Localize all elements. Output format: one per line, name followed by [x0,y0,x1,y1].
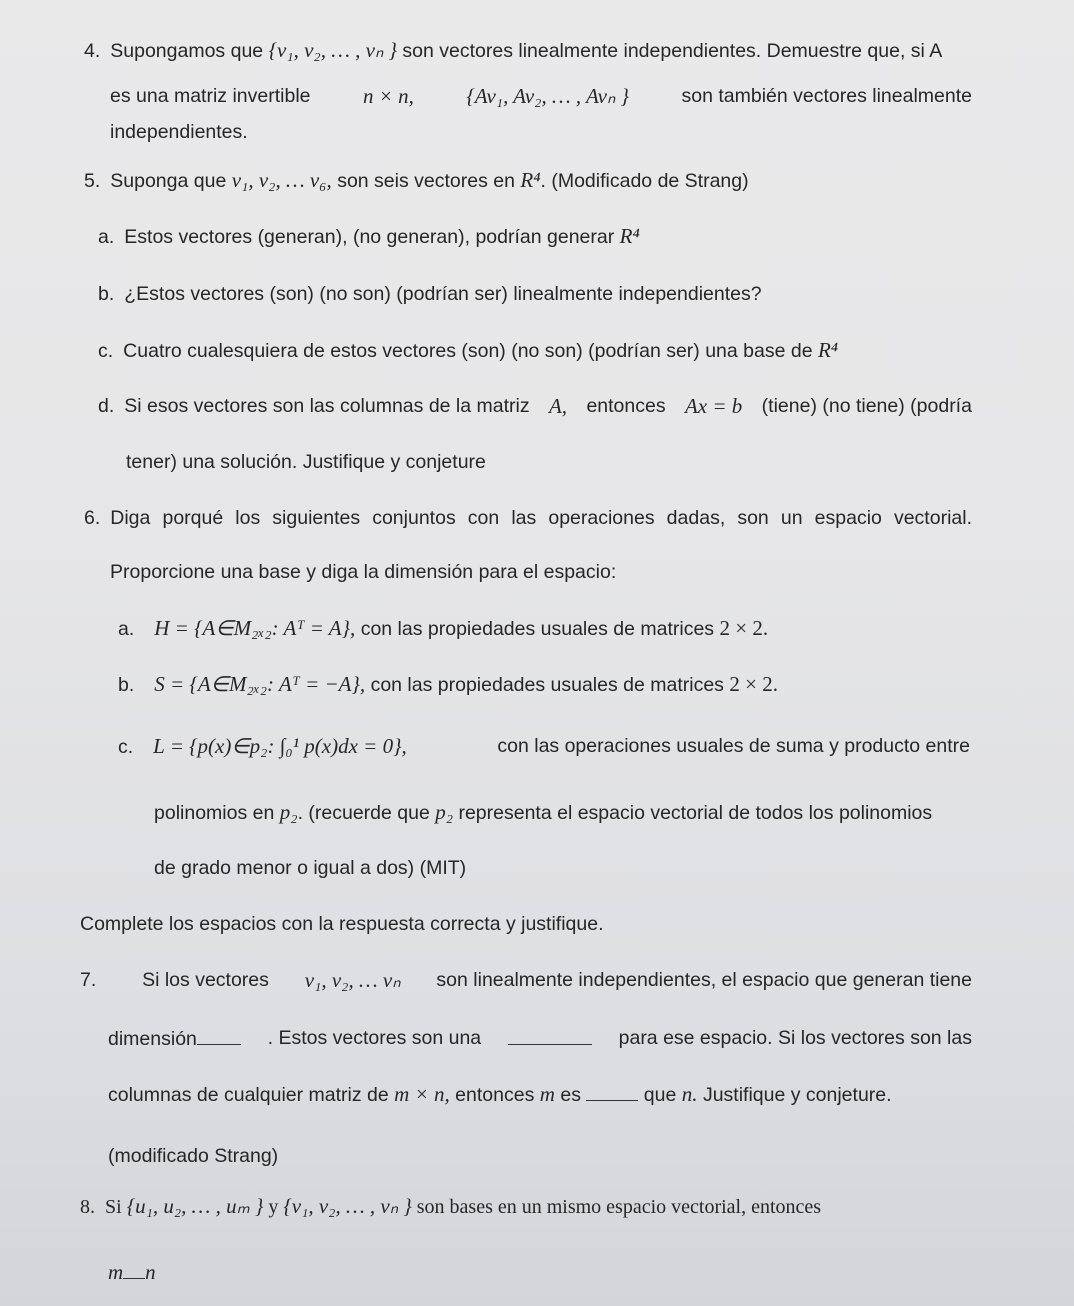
q4-line-1 [84,38,942,63]
q6-item-a [118,616,768,641]
q5-c-text: Cuatro cualesquiera de estos vectores (son) (no son) (podrían ser) una base de [123,340,813,362]
q8-set-u: {u₁, u₂, … , uₘ } [126,1194,264,1218]
q7-text-2c: para ese espacio. Si los vectores son las [618,1027,972,1049]
q6-a-label: a. [118,618,135,640]
q6-line-2 [110,560,616,584]
q5-item-a [98,224,640,249]
q5-d-text-3: (tiene) (no tiene) (podría [761,395,972,417]
q8-line-1 [80,1194,821,1219]
q7-blank-dimension[interactable] [197,1026,241,1045]
q5-d-label: d. [98,395,115,417]
q5-a-label: a. [98,226,115,248]
q6-c-math: L = {p(x)∈p₂: ∫₀¹ p(x)dx = 0}, [153,734,407,758]
q7-mxn: m × n, [394,1082,450,1106]
q7-blank-compare[interactable] [586,1082,638,1101]
q4-text-1a: Supongamos que [110,40,264,62]
q7-m: m [539,1082,555,1106]
q6-b-label: b. [118,674,135,696]
q6-c-label: c. [118,736,134,758]
q4-text-2a: es una matriz invertible [110,85,311,107]
q7-text-1a: Si los vectores [142,969,269,991]
q6-text-2: Proporcione una base y diga la dimensión para el espacio: [110,561,617,583]
q8-n: n [145,1260,156,1284]
q7-vectors: v₁, v₂, … vₙ [304,968,401,992]
q5-item-c [98,338,838,363]
q7-text-2b: . Estos vectores son una [267,1027,482,1049]
q4-text-2b: son también vectores linealmente [681,85,972,107]
q8-text: son bases en un mismo espacio vectorial, entonces [416,1196,822,1218]
q6-item-b [118,672,778,697]
q7-text-3b: entonces [455,1084,535,1106]
q8-y: y [268,1196,279,1218]
q5-text-a: Suponga que [110,170,227,192]
q5-d-text-1: Si esos vectores son las columnas de la matriz [124,395,530,417]
q5-r4: R⁴ [520,168,541,192]
q5-d-equation: Ax = b [684,394,743,418]
q6-item-c [118,734,970,759]
q6-a-math: H = {A∈M₂ₓ₂: Aᵀ = A}, [154,616,356,640]
q7-text-2a: dimensión [108,1028,197,1050]
q7-n: n. [681,1082,698,1106]
q5-line-1 [84,168,749,193]
q6-a-dim: 2 × 2. [719,616,769,640]
q6-item-c-line-2 [154,800,932,825]
q7-blank-base[interactable] [508,1026,592,1045]
complete-instruction [80,912,604,936]
q6-b-dim: 2 × 2. [729,672,778,696]
q7-text-1b: son linealmente independientes, el espacio que generan tiene [436,969,972,991]
q5-a-r4: R⁴ [619,224,640,248]
q6-c-text-2a: polinomios en [154,802,275,824]
q7-text-3e: Justifique y conjeture. [702,1084,892,1106]
q4-set-v: {v₁, v₂, … , vₙ } [268,38,397,62]
q5-c-label: c. [98,340,114,362]
q8-set-v: {v₁, v₂, … , vₙ } [283,1194,412,1218]
q5-item-b [98,282,762,306]
q4-set-av: {Av₁, Av₂, … , Avₙ } [466,84,630,108]
q5-text-c: . (Modificado de Strang) [540,170,749,192]
q6-a-text: con las propiedades usuales de matrices [360,618,715,640]
q8-si: Si [105,1196,122,1218]
q7-text-3a: columnas de cualquier matriz de [108,1084,389,1106]
q4-line-3 [110,120,248,144]
q5-b-label: b. [98,283,115,305]
q6-c-text-2b: . (recuerde que [297,802,430,824]
q6-item-c-line-3 [154,856,466,880]
q6-line-1 [84,506,972,530]
q5-item-d-line-2 [126,450,486,474]
q4-text-1b: son vectores linealmente independientes. Demuestre que, si A [402,40,943,62]
q6-c-p2: p₂ [279,800,298,824]
q5-c-r4: R⁴ [817,338,839,362]
q6-number: 6. [84,507,101,529]
complete-instruction-text: Complete los espacios con la respuesta correcta y justifique. [80,913,604,935]
q7-text-3c: es [560,1084,581,1106]
q7-line-4 [108,1144,278,1168]
q7-text-3d: que [643,1084,677,1106]
q5-d-line-2-text: tener) una solución. Justifique y conjeture [126,451,486,473]
q6-text-1: Diga porqué los siguientes conjuntos con las operaciones dadas, son un espacio vectorial. [110,507,972,529]
q4-number: 4. [84,40,101,62]
q7-line-1 [80,968,972,992]
q7-number: 7. [80,969,97,991]
q6-c-text-3: de grado menor o igual a dos) (MIT) [154,857,467,879]
q6-b-text: con las propiedades usuales de matrices [370,674,724,696]
q5-b-text: ¿Estos vectores (son) (no son) (podrían ser) linealmente independientes? [124,283,762,305]
q5-a-text: Estos vectores (generan), (no generan), podrían generar [124,226,615,248]
q4-text-3: independientes. [110,121,248,143]
q4-line-2 [110,84,972,108]
q7-line-3 [108,1082,892,1107]
q6-c-p2-second: p₂ [435,800,454,824]
q5-number: 5. [84,170,101,192]
q4-nxn: n × n, [362,84,414,108]
q5-d-matrix-a: A, [548,394,568,418]
q7-text-4: (modificado Strang) [108,1145,279,1167]
q5-item-d [98,394,972,418]
q6-c-text: con las operaciones usuales de suma y producto entre [497,735,970,757]
q8-m: m [108,1260,124,1284]
q7-line-2 [108,1026,972,1051]
q5-text-b: son seis vectores en [337,170,515,192]
q8-number: 8. [80,1196,95,1218]
q5-d-text-2: entonces [586,395,666,417]
q6-c-text-2c: representa el espacio vectorial de todos los polinomios [458,802,933,824]
q6-b-math: S = {A∈M₂ₓ₂: Aᵀ = −A}, [154,672,366,696]
q8-blank-relation[interactable] [123,1260,145,1279]
q5-vectors: v₁, v₂, … v₆, [231,168,332,192]
q8-line-2 [108,1260,156,1285]
